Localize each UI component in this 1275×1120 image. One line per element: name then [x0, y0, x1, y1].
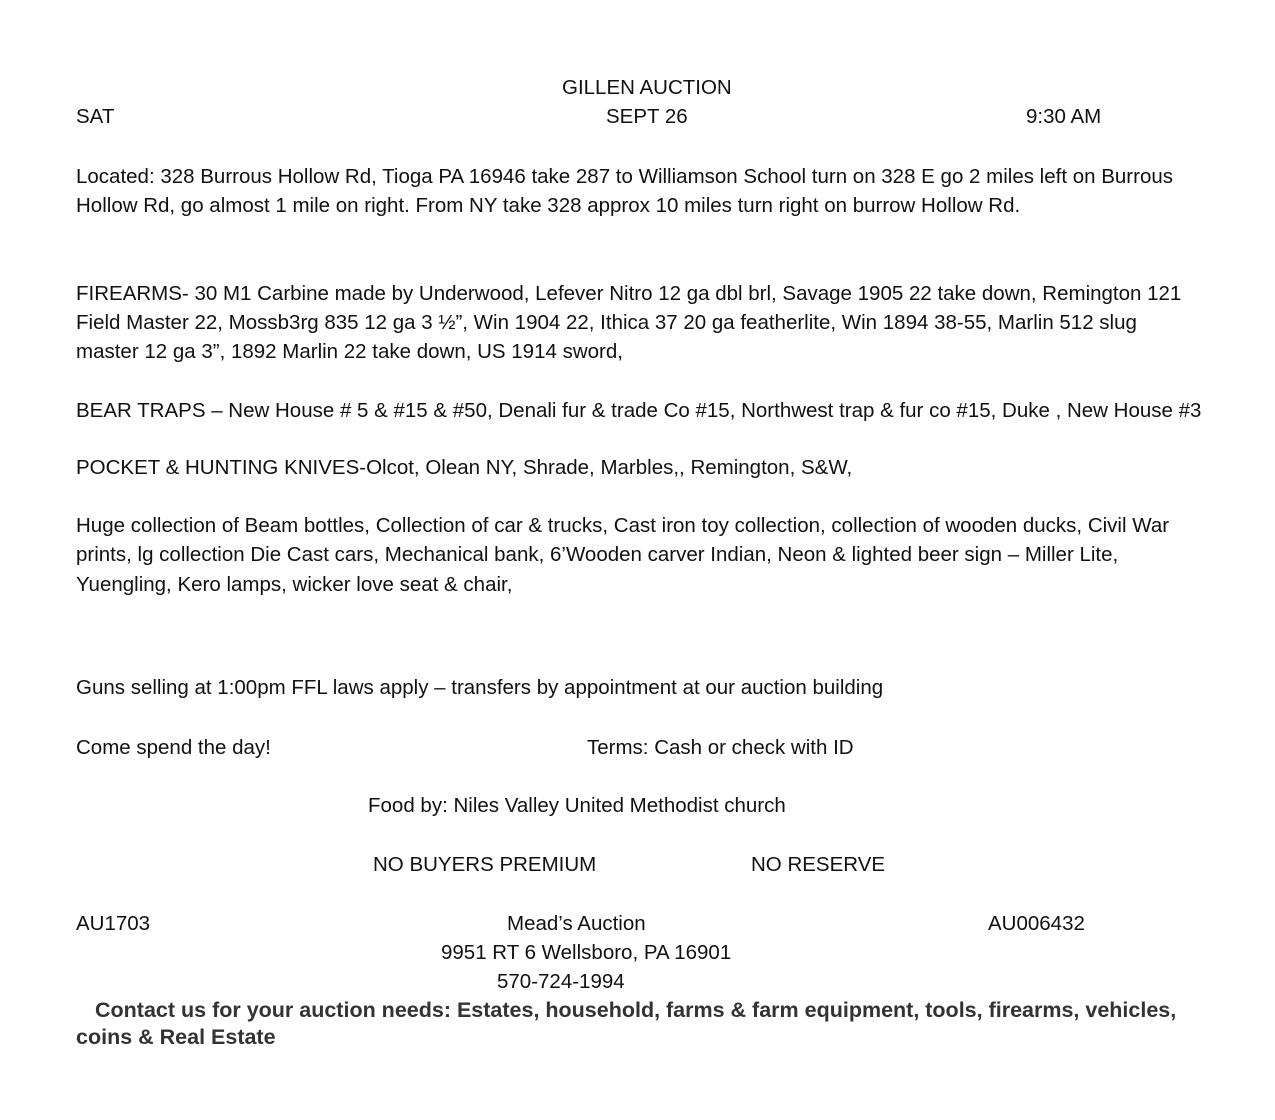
contact-message: Contact us for your auction needs: Estates, household, farms & farm equipment, tools, firearms, vehicles, coins & Real Estate — [76, 998, 1177, 1049]
company-address: 9951 RT 6 Wellsboro, PA 16901 — [441, 941, 732, 964]
company-name: Mead’s Auction — [507, 912, 646, 935]
license-right: AU006432 — [988, 912, 1085, 935]
payment-terms: Terms: Cash or check with ID — [587, 736, 854, 759]
collectibles-line-2: prints, lg collection Die Cast cars, Mechanical bank, 6’Wooden carver Indian, Neon & lighted beer sign – Miller Lite, — [76, 543, 1119, 566]
location-line-2: Hollow Rd, go almost 1 mile on right. From NY take 328 approx 10 miles turn right on burrow Hollow Rd. — [76, 194, 1021, 217]
location-line-1: Located: 328 Burrous Hollow Rd, Tioga PA 16946 take 287 to Williamson School turn on 328 E go 2 miles left on Burrous — [76, 165, 1174, 188]
firearms-line-3: master 12 ga 3”, 1892 Marlin 22 take down, US 1914 sword, — [76, 340, 623, 363]
bear-traps-list: BEAR TRAPS – New House # 5 & #15 & #50, Denali fur & trade Co #15, Northwest trap & fur co #15, Duke , New House #3 — [76, 399, 1202, 422]
knives-list: POCKET & HUNTING KNIVES-Olcot, Olean NY, Shrade, Marbles,, Remington, S&W, — [76, 456, 853, 479]
firearms-line-1: FIREARMS- 30 M1 Carbine made by Underwood, Lefever Nitro 12 ga dbl brl, Savage 1905 22 take down, Remington 121 — [76, 282, 1182, 305]
company-phone: 570-724-1994 — [497, 970, 625, 993]
firearms-line-2: Field Master 22, Mossb3rg 835 12 ga 3 ½”, Win 1904 22, Ithica 37 20 ga featherlite, Win 1894 38-55, Marlin 512 slug — [76, 311, 1137, 334]
no-buyers-premium: NO BUYERS PREMIUM — [373, 853, 597, 876]
food-vendor: Food by: Niles Valley United Methodist church — [368, 794, 786, 817]
license-left: AU1703 — [76, 912, 151, 935]
collectibles-line-3: Yuengling, Kero lamps, wicker love seat & chair, — [76, 573, 513, 596]
auction-day: SAT — [76, 105, 115, 128]
guns-selling-note: Guns selling at 1:00pm FFL laws apply – transfers by appointment at our auction building — [76, 676, 884, 699]
come-spend-day: Come spend the day! — [76, 736, 271, 759]
auction-date: SEPT 26 — [606, 105, 688, 128]
auction-title: GILLEN AUCTION — [562, 76, 732, 99]
collectibles-line-1: Huge collection of Beam bottles, Collection of car & trucks, Cast iron toy collection, collection of wooden ducks, Civil War — [76, 514, 1170, 537]
auction-time: 9:30 AM — [1026, 105, 1102, 128]
no-reserve: NO RESERVE — [751, 853, 886, 876]
